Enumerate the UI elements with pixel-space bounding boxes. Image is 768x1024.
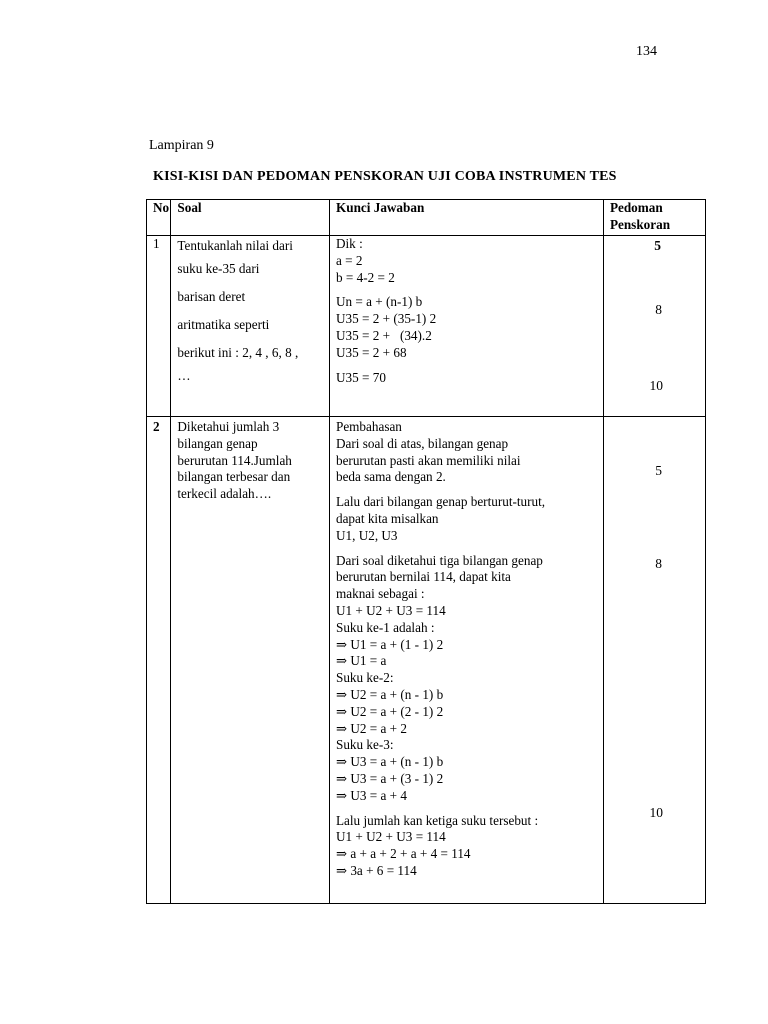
row2-kunci-line: ⇒ U3 = a + (n - 1) b [335,754,444,770]
row1-kunci-line: Un = a + (n-1) b [335,294,423,310]
row2-kunci-gap [336,486,597,494]
row2-kunci-line: Lalu dari bilangan genap berturut-turut, [335,494,546,510]
row2-soal-line: berurutan 114.Jumlah [177,452,292,468]
row1-kunci-line: U35 = 70 [335,369,386,385]
row2-score: 5 [655,463,662,478]
row2-kunci-line: Dari soal di atas, bilangan genap [335,435,509,451]
table-row [147,417,706,904]
row2-kunci-line: Lalu jumlah kan ketiga suku tersebut : [335,812,539,828]
header-pedoman [603,200,705,236]
row2-kunci-line: berurutan pasti akan memiliki nilai [335,452,521,468]
row2-score: 8 [655,556,662,571]
row1-kunci-line: U35 = 2 + (35-1) 2 [335,311,437,327]
table-header-row [147,200,706,236]
row2-kunci-line: ⇒ 3a + 6 = 114 [335,862,417,878]
row2-soal-line: bilangan terbesar dan [177,469,291,485]
row1-kunci-gap [336,286,597,294]
row1-soal-line: aritmatika seperti [177,317,270,332]
row2-kunci-line: maknai sebagai : [335,586,425,602]
row1-score: 8 [655,302,662,317]
row2-kunci-line: ⇒ U2 = a + 2 [335,720,407,736]
row1-soal [171,236,330,417]
row1-kunci-line: a = 2 [335,252,363,268]
row2-kunci-line: ⇒ a + a + 2 + a + 4 = 114 [335,846,471,862]
row2-kunci-gap [336,805,597,813]
row1-kunci-gap [336,362,597,370]
row1-kunci [329,236,603,417]
document-title: KISI-KISI DAN PEDOMAN PENSKORAN UJI COBA INSTRUMEN TES [153,169,617,184]
row1-soal-line: Tentukanlah nilai dari [177,238,293,253]
row2-kunci-line: ⇒ U1 = a [335,653,387,669]
appendix-label: Lampiran 9 [149,138,214,153]
row2-kunci-line: U1 + U2 + U3 = 114 [335,602,446,618]
row2-kunci [329,417,603,904]
row2-soal-line: Diketahui jumlah 3 [177,419,280,434]
row1-soal-line: barisan deret [177,289,246,304]
row1-kunci-line: U35 = 2 + (34).2 [335,327,432,343]
row1-soal-line: berikut ini : 2, 4 , 6, 8 , [177,345,299,360]
row1-pedoman [603,236,705,417]
header-kunci: Kunci Jawaban [329,200,603,236]
row1-soal-line: … [177,368,191,383]
row2-kunci-line: ⇒ U2 = a + (n - 1) b [335,686,444,702]
row1-soal-line: suku ke-35 dari [177,261,260,276]
row2-soal [171,417,330,904]
header-no: No [147,200,171,236]
table-row [147,236,706,417]
row2-pedoman [603,417,705,904]
row2-kunci-line: U1, U2, U3 [335,527,398,543]
row2-kunci-line: Dari soal diketahui tiga bilangan genap [335,552,543,568]
row2-kunci-line: ⇒ U3 = a + (3 - 1) 2 [335,770,444,786]
row1-kunci-line: U35 = 2 + 68 [335,344,407,360]
row2-kunci-line: Suku ke-1 adalah : [335,619,435,635]
row2-kunci-line: Suku ke-3: [335,737,394,753]
row2-kunci-line: Suku ke-2: [335,670,394,686]
row2-no: 2 [147,417,171,904]
row2-kunci-line: ⇒ U1 = a + (1 - 1) 2 [335,636,444,652]
row1-score: 10 [649,378,663,393]
row2-kunci-line: dapat kita misalkan [335,510,439,526]
header-soal: Soal [171,200,330,236]
row1-kunci-line: b = 4-2 = 2 [335,269,395,285]
row2-kunci-line: ⇒ U2 = a + (2 - 1) 2 [335,703,444,719]
scoring-table [146,199,706,904]
row1-kunci-line: Dik : [335,236,363,251]
header-pedoman-line2: Penskoran [609,216,671,232]
header-pedoman-line1: Pedoman [609,200,663,215]
row2-kunci-gap [336,545,597,553]
page-number: 134 [636,44,657,59]
row2-kunci-line: berurutan bernilai 114, dapat kita [335,569,511,585]
row2-kunci-line: U1 + U2 + U3 = 114 [335,829,446,845]
row1-no: 1 [147,236,171,417]
row2-kunci-line: beda sama dengan 2. [335,469,446,485]
row2-kunci-line: ⇒ U3 = a + 4 [335,787,407,803]
row2-soal-line: bilangan genap [177,435,258,451]
row2-kunci-line: Pembahasan [335,419,402,434]
row2-soal-line: terkecil adalah…. [177,486,272,502]
row2-score: 10 [649,805,663,820]
row1-score: 5 [654,238,661,253]
